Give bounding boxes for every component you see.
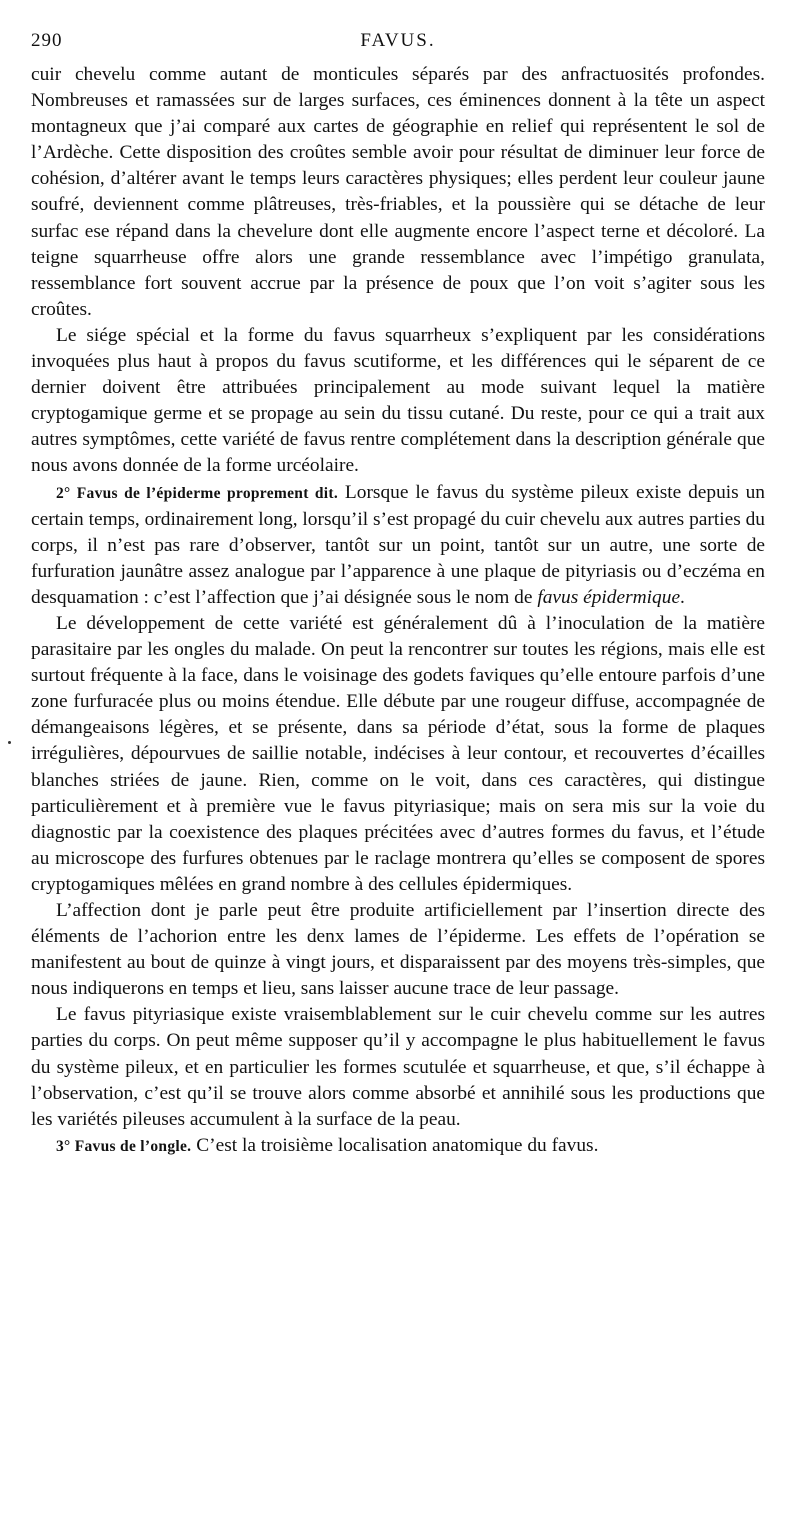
paragraph-favus-ongle (31, 1133, 765, 1160)
page-header (31, 28, 765, 62)
margin-mark (8, 741, 11, 744)
paragraph-text: C’est la troisième localisation anatomique du favus. (191, 1134, 599, 1156)
paragraph-favus-epidermique (31, 480, 765, 611)
section-heading-ongle: 3° Favus de l’ongle. (56, 1137, 192, 1155)
paragraph-pityriasique: Le favus pityriasique existe vraisemblablement sur le cuir chevelu comme sur les autres parties du corps. On peut même supposer qu’il y accompagne le plus habituellement le favus du système pileux, et en particulier les formes scutulée et squarrheuse, et que, s’il échappe à l’observation, c’est qu’il se trouve alors comme absorbé et annihilé sous les productions que les variétés pileuses accumulent à la surface de la peau. (31, 1004, 765, 1130)
paragraph-text-end: . (680, 586, 685, 608)
paragraph-squarrheux-description: cuir chevelu comme autant de monticules séparés par des anfractuosités profondes. Nombreuses et ramassées sur de larges surfaces, ces éminences donnent à la tête un aspect montagneux que j’ai comparé aux cartes de géographie en relief qui représentent le sol de l’Ardèche. Cette disposition des croûtes semble avoir pour résultat de diminuer leur force de cohésion, d’altérer avant le temps leurs caractères physiques; elles perdent leur couleur jaune soufré, deviennent comme plâtreuses, très-friables, et la poussière qui se détache de leur surfac ese répand dans la chevelure dont elle augmente encore l’aspect terne et décoloré. La teigne squarrheuse offre alors une grande ressemblance avec l’impétigo granulata, ressemblance fort souvent accrue par la présence de poux que l’on voit s’agiter sous les croûtes. (31, 64, 765, 320)
paragraph-text: Lorsque le favus du système pileux existe depuis un certain temps, ordinairement long, lorsqu’il s’est propagé du cuir chevelu aux autres parties du corps, il n’est pas rare d’observer, tantôt sur un point, tantôt sur un autre, une sorte de furfuration jaunâtre assez analogue par l’apparence à une plaque de pityriasis ou d’eczéma en desquamation : c’est l’affection que j’ai désignée sous le nom de (31, 481, 765, 608)
italic-term: favus épidermique (537, 586, 681, 608)
running-title: FAVUS. (360, 30, 436, 51)
page-number: 290 (31, 30, 63, 51)
book-page (31, 28, 765, 1160)
paragraph-developpement: Le développement de cette variété est généralement dû à l’inoculation de la matière parasitaire par les ongles du malade. On peut la rencontrer sur toutes les régions, mais elle est surtout fréquente à la face, dans le voisinage des godets faviques qu’elle entoure parfois d’une zone furfuracée plus ou moins étendue. Elle débute par une rougeur diffuse, accompagnée de démangeaisons légères, et se présente, dans sa période d’état, sous la forme de plaques irrégulières, dépourvues de saillie notable, indécises à leur contour, et recouvertes d’écailles blanches striées de jaune. Rien, comme on le voit, dans ces caractères, qui distingue particulièrement et à première vue le favus pityriasique; mais on sera mis sur la voie du diagnostic par la coexistence des plaques précitées avec d’autres formes du favus, et l’étude au microscope des furfures obtenues par le raclage montrera qu’elles se composent de spores cryptogamiques mêlées en grand nombre à des cellules épidermiques. (31, 612, 765, 895)
body-text (31, 62, 765, 1160)
paragraph-squarrheux-origin: Le siége spécial et la forme du favus squarrheux s’expliquent par les considérations invoquées plus haut à propos du favus scutiforme, et les différences qui le séparent de ce dernier doivent être attribuées principalement au mode suivant lequel la matière cryptogamique germe et se propage au sein du tissu cutané. Du reste, pour ce qui a trait aux autres symptômes, cette variété de favus rentre complétement dans la description générale que nous avons donnée de la forme urcéolaire. (31, 324, 765, 477)
paragraph-inoculation: L’affection dont je parle peut être produite artificiellement par l’insertion directe des éléments de l’achorion entre les denx lames de l’épiderme. Les effets de l’opération se manifestent au bout de quinze à vingt jours, et disparaissent par des moyens très-simples, que nous indiquerons en temps et lieu, sans laisser aucune trace de leur passage. (31, 900, 765, 1000)
section-heading-epiderme: 2° Favus de l’épiderme proprement dit. (56, 484, 339, 502)
